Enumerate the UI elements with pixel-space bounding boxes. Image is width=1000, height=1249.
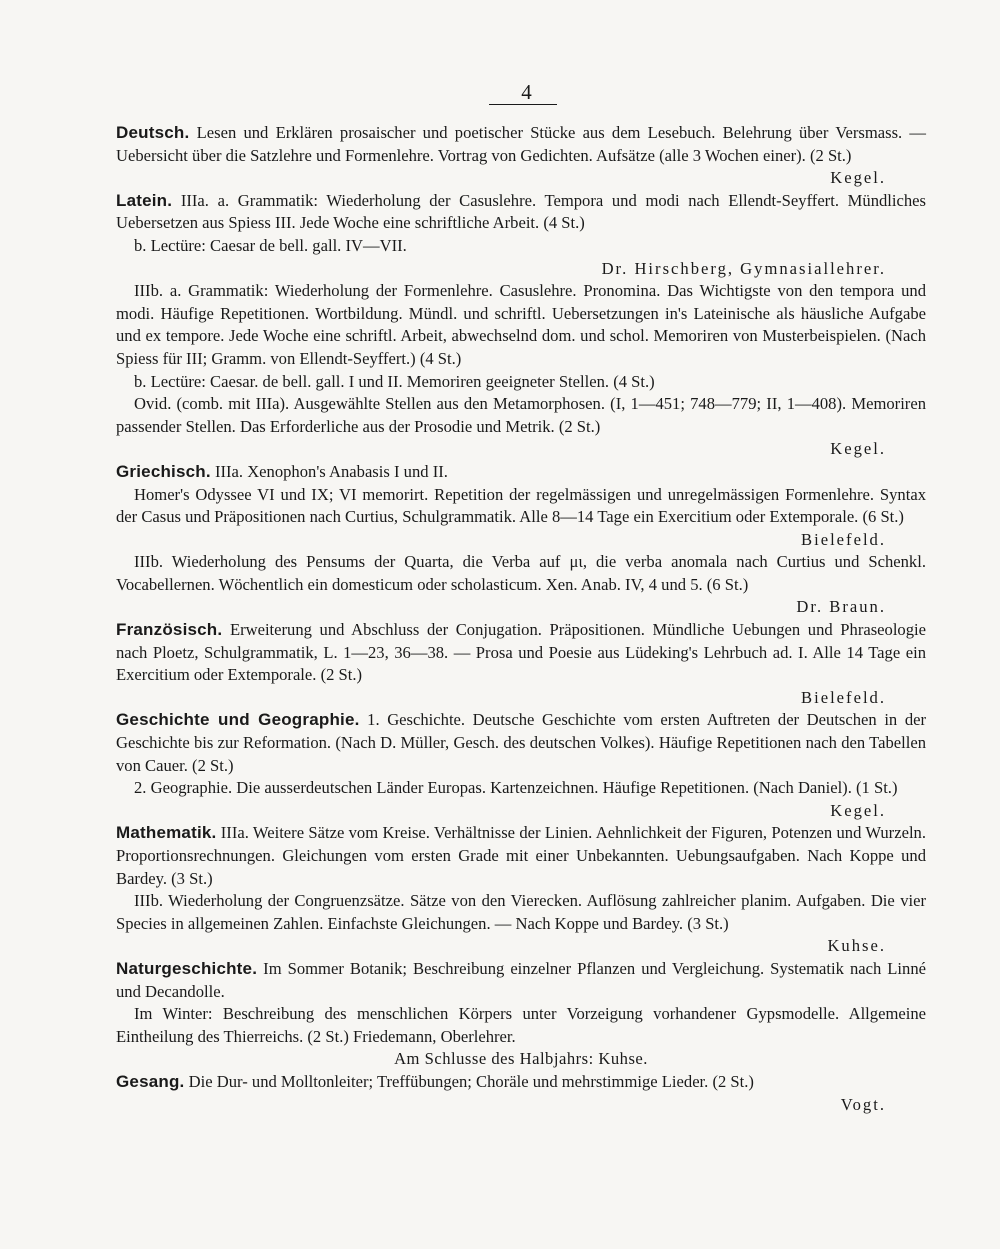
section-gesang <box>116 1071 926 1094</box>
section-mathematik <box>116 822 926 890</box>
latein-p1: IIIa. a. Grammatik: Wiederholung der Casuslehre. Tempora und modi nach Ellendt-Seyffert. Mündliches Uebersetzen aus Spiess III. Jede Woche eine schriftliche Arbeit. (4 St.) <box>116 190 926 233</box>
griechisch-p1: IIIa. Xenophon's Anabasis I und II. <box>214 461 448 481</box>
page-number: 4 <box>521 80 533 104</box>
signature-mathematik: Kuhse. <box>827 936 886 956</box>
text-deutsch: Lesen und Erklären prosaischer und poetischer Stücke aus dem Lesebuch. Belehrung über Versmass. — Uebersicht über die Satzlehre und Formenlehre. Vortrag von Gedichten. Aufsätze (alle 3 Wochen einer). (2 St.) <box>116 123 926 165</box>
griechisch-p2: Homer's Odyssee VI und IX; VI memorirt. Repetition der regelmässigen und unregelmässigen Formenlehre. Syntax der Casus und Präpositionen nach Curtius, Schulgrammatik. Alle 8—14 Tage ein Exercitium oder Extemporale. (6 St.) <box>116 484 926 527</box>
signature-franzoesisch: Bielefeld. <box>801 687 886 707</box>
griechisch-p3: IIIb. Wiederholung des Pensums der Quarta, die Verba auf μι, die verba anomala nach Curtius und Schenkl. Vocabellernen. Wöchentlich ein domesticum oder scholasticum. Xen. Anab. IV, 4 und 5. (6 St.) <box>116 552 926 594</box>
griechisch-p2-signature: Bielefeld. <box>801 529 886 549</box>
heading-latein: Latein. <box>116 190 173 210</box>
latein-p3: IIIb. a. Grammatik: Wiederholung der Formenlehre. Casuslehre. Pronomina. Das Wichtigste von den tempora und modi. Häufige Repetitionen. Wortbildung. Mündl. und schriftl. Uebersetzungen in's Lateinische als häusliche Aufgabe und ex tempore. Jede Woche eine schriftl. Arbeit, abwechselnd dom. und schol. Memoriren von Musterbeispielen. (Nach Spiess für III; Gramm. von Ellendt-Seyffert.) (4 St.) <box>116 281 926 368</box>
naturgeschichte-p3: Am Schlusse des Halbjahrs: Kuhse. <box>394 1049 648 1069</box>
section-latein <box>116 190 926 235</box>
section-geschichte <box>116 709 926 777</box>
naturgeschichte-p1: Im Sommer Botanik; Beschreibung einzelner Pflanzen und Vergleichung. Systematik nach Linné und Decandolle. <box>116 958 926 1001</box>
mathematik-p1: IIIa. Weitere Sätze vom Kreise. Verhältnisse der Linien. Aehnlichkeit der Figuren, Potenzen und Wurzeln. Proportionsrechnungen. Gleichungen vom ersten Grade mit einer Unbekannten. Uebungsaufgaben. Nach Koppe und Bardey. (3 St.) <box>116 823 926 888</box>
page-content <box>116 122 926 1116</box>
signature-gesang: Vogt. <box>840 1094 886 1114</box>
heading-griechisch: Griechisch. <box>116 461 211 481</box>
signature-latein: Kegel. <box>830 439 886 459</box>
heading-geschichte: Geschichte und Geographie. <box>116 710 360 730</box>
heading-mathematik: Mathematik. <box>116 823 217 843</box>
heading-naturgeschichte: Naturgeschichte. <box>116 958 258 978</box>
signature-geschichte: Kegel. <box>830 800 886 820</box>
latein-p5: Ovid. (comb. mit IIIa). Ausgewählte Stellen aus den Metamorphosen. (I, 1—451; 748—779; II, 1—408). Memoriren passender Stellen. Das Erforderliche aus der Prosodie und Metrik. (2 St.) <box>116 394 926 436</box>
latein-p4: b. Lectüre: Caesar. de bell. gall. I und II. Memoriren geeigneter Stellen. (4 St.) <box>134 371 655 391</box>
geschichte-p1: 1. Geschichte. Deutsche Geschichte vom ersten Auftreten der Deutschen in der Geschichte bis zur Reformation. (Nach D. Müller, Gesch. des deutschen Volkes). Häufige Repetitionen nach den Tabellen von Cauer. (2 St.) <box>116 710 927 775</box>
section-griechisch <box>116 461 926 484</box>
text-franzoesisch: Erweiterung und Abschluss der Conjugation. Präpositionen. Mündliche Uebungen und Phraseologie nach Ploetz, Schulgrammatik, L. 1—23, 36—38. — Prosa und Poesie aus Lüdeking's Lehrbuch ad. I. Alle 14 Tage ein Exercitium oder Extemporale. (2 St.) <box>116 620 927 685</box>
heading-deutsch: Deutsch. <box>116 123 190 142</box>
section-deutsch <box>116 122 926 167</box>
naturgeschichte-p2: Im Winter: Beschreibung des menschlichen Körpers unter Vorzeigung vorhandener Gypsmodelle. Allgemeine Eintheilung des Thierreichs. (2 St.) Friedemann, Oberlehrer. <box>116 1004 926 1046</box>
latein-p2-signature: Dr. Hirschberg, Gymnasiallehrer. <box>601 258 886 278</box>
signature-griechisch: Dr. Braun. <box>796 597 886 617</box>
mathematik-p2: IIIb. Wiederholung der Congruenzsätze. Sätze von den Vierecken. Auflösung zahlreicher planim. Aufgaben. Die vier Species in allgemeinen Zahlen. Einfachste Gleichungen. — Nach Koppe und Bardey. (3 St.) <box>116 891 926 933</box>
geschichte-p2: 2. Geographie. Die ausserdeutschen Länder Europas. Kartenzeichnen. Häufige Repetitionen. (Nach Daniel). (1 St.) <box>134 778 898 798</box>
section-naturgeschichte <box>116 958 926 1003</box>
heading-franzoesisch: Französisch. <box>116 620 223 640</box>
page-number-rule <box>489 104 557 105</box>
text-gesang: Die Dur- und Molltonleiter; Treffübungen; Choräle und mehrstimmige Lieder. (2 St.) <box>188 1071 754 1091</box>
signature-deutsch: Kegel. <box>830 168 886 188</box>
heading-gesang: Gesang. <box>116 1071 185 1091</box>
latein-p2: b. Lectüre: Caesar de bell. gall. IV—VII. <box>134 235 407 255</box>
section-franzoesisch <box>116 619 926 687</box>
